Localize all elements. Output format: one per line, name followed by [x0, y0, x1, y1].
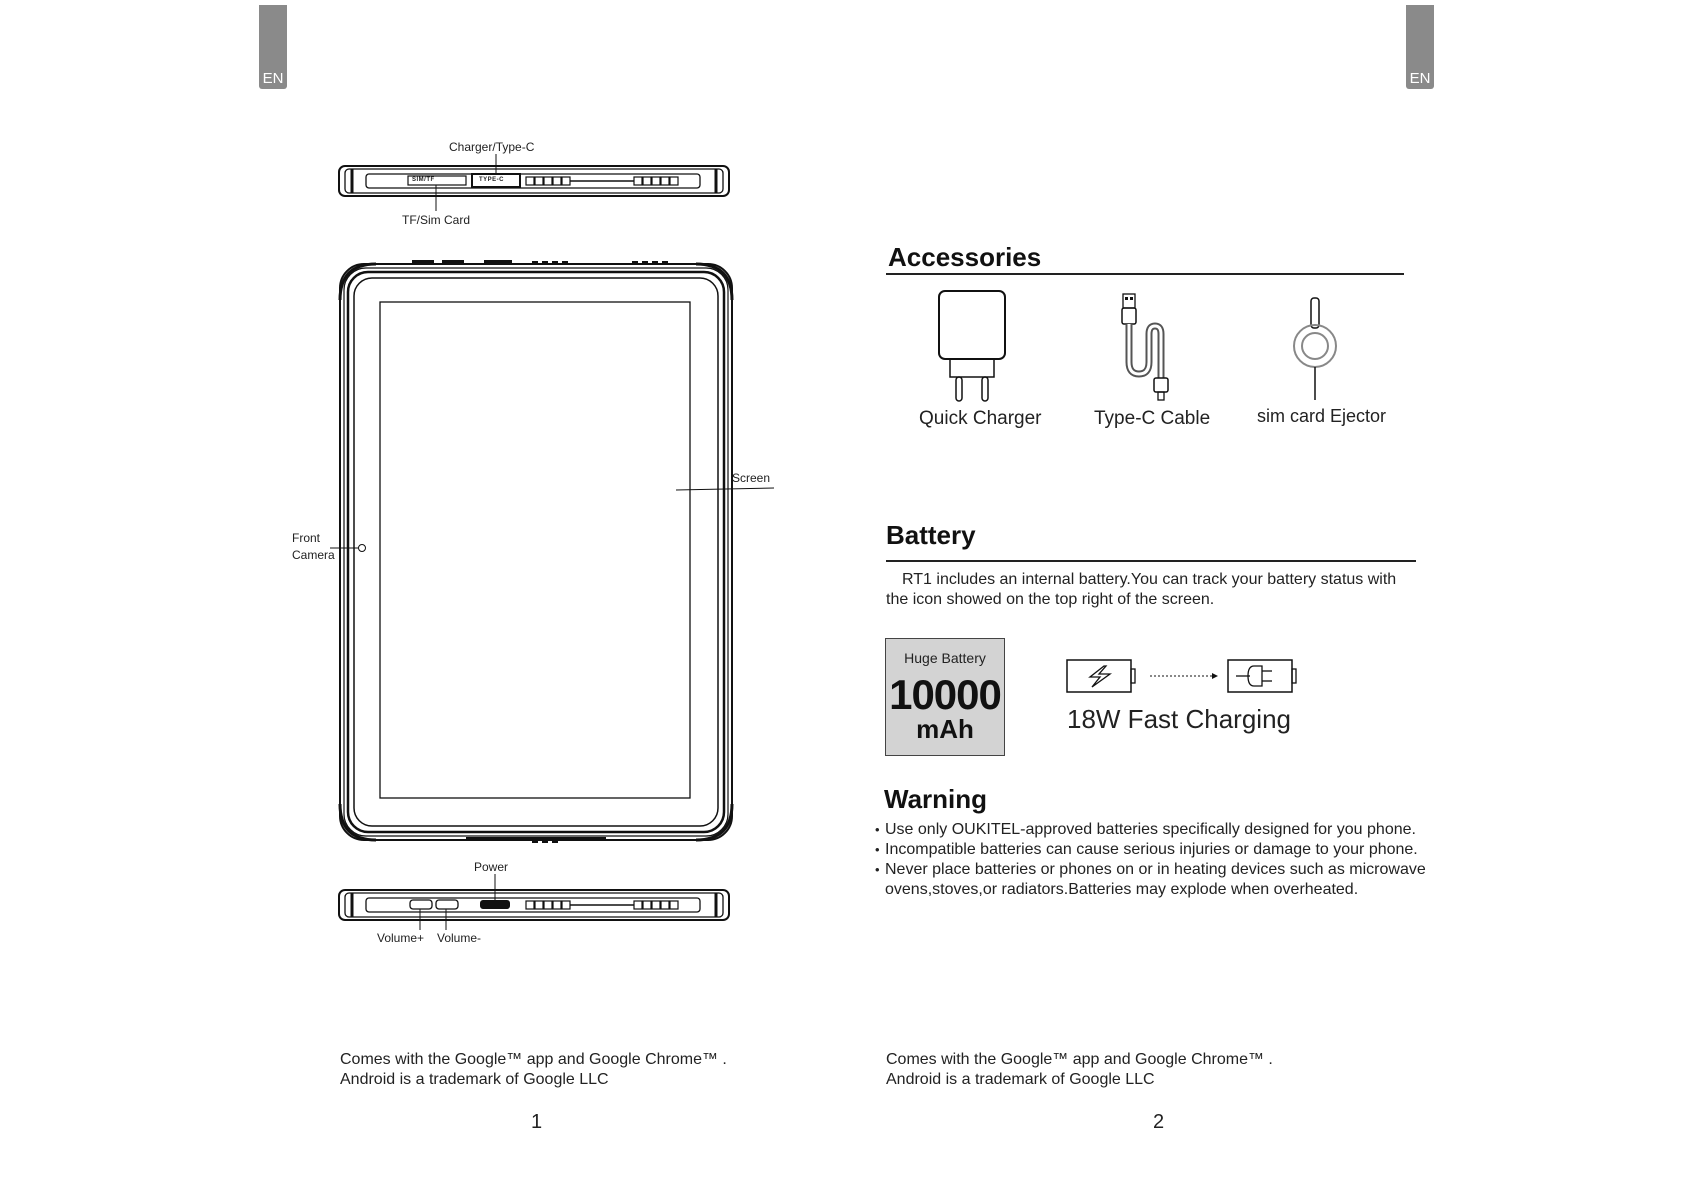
- language-tab-page2: [1406, 5, 1434, 89]
- page1-number: 1: [531, 1111, 543, 1133]
- power-button-label: Power: [474, 860, 509, 874]
- tablet-top-edge-illustration: [338, 164, 730, 198]
- accessories-heading: Accessories: [888, 242, 1042, 272]
- huge-battery-badge: [885, 638, 1005, 756]
- front-camera-label-line2: Camera: [292, 548, 335, 562]
- screen-label: Screen: [732, 471, 771, 485]
- volume-down-label: Volume-: [437, 931, 482, 945]
- page1-footer-line2: Android is a trademark of Google LLC: [340, 1071, 609, 1088]
- tf-sim-card-label: TF/Sim Card: [402, 213, 471, 227]
- sim-card-ejector-icon: [1290, 296, 1340, 402]
- page2-footer-line1: Comes with the Google™ app and Google Chrome™ .: [886, 1051, 1273, 1068]
- battery-divider: [886, 560, 1416, 562]
- fast-charging-label: 18W Fast Charging: [1067, 704, 1291, 734]
- language-tab-page1: [259, 5, 287, 89]
- battery-text-line2: the icon showed on the top right of the screen.: [886, 591, 1215, 608]
- page2-number: 2: [1153, 1111, 1165, 1133]
- quick-charger-label: Quick Charger: [919, 408, 1042, 429]
- fast-charging-diagram: [1066, 656, 1296, 696]
- page1-footer-line1: Comes with the Google™ app and Google Chrome™ .: [340, 1051, 727, 1068]
- charger-port-label: Charger/Type-C: [449, 140, 535, 154]
- battery-heading: Battery: [886, 520, 976, 550]
- type-c-cable-icon: [1117, 292, 1167, 404]
- volume-up-label: Volume+: [377, 931, 425, 945]
- language-tab-label: EN: [1409, 70, 1431, 87]
- warning-item-continued: ovens,stoves,or radiators.Batteries may explode when overheated.: [885, 881, 1359, 898]
- badge-title: Huge Battery: [904, 650, 986, 666]
- warning-heading: Warning: [884, 784, 988, 814]
- badge-capacity: 10000: [889, 671, 1001, 718]
- badge-unit: mAh: [916, 714, 974, 744]
- quick-charger-icon: [938, 290, 1008, 404]
- warning-item: • Incompatible batteries can cause serious injuries or damage to your phone.: [875, 840, 1426, 860]
- language-tab-label: EN: [262, 70, 284, 87]
- sim-tf-slot-marking: SIM/TF: [412, 177, 435, 183]
- warning-list: [875, 820, 1426, 900]
- front-camera-label-line1: Front: [292, 531, 321, 545]
- accessories-divider: [886, 273, 1404, 275]
- page2-footer-line2: Android is a trademark of Google LLC: [886, 1071, 1155, 1088]
- tablet-bottom-edge-illustration: [338, 888, 730, 922]
- type-c-cable-label: Type-C Cable: [1094, 408, 1211, 429]
- warning-item: • Never place batteries or phones on or in heating devices such as microwave ovens,stoves,or radiators.Batteries may explode when overheated.: [875, 860, 1426, 900]
- sim-card-ejector-label: sim card Ejector: [1257, 406, 1387, 426]
- battery-text-line1: RT1 includes an internal battery.You can track your battery status with: [902, 571, 1397, 588]
- tablet-front-view-illustration: [336, 260, 736, 844]
- type-c-port-marking: TYPE-C: [479, 177, 505, 183]
- warning-item: • Use only OUKITEL-approved batteries specifically designed for you phone.: [875, 820, 1426, 840]
